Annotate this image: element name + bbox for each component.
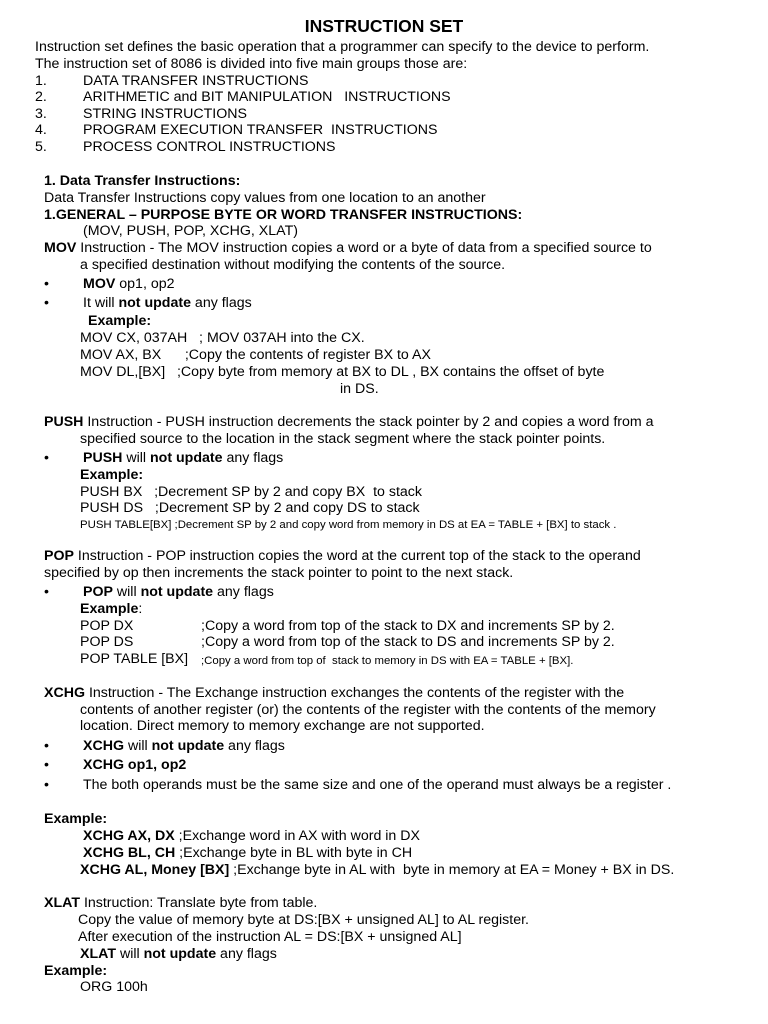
example-label: Example: (80, 601, 143, 617)
subsection-heading: 1.GENERAL – PURPOSE BYTE OR WORD TRANSFER INSTRUCTIONS: (44, 207, 523, 223)
instruction-list: (MOV, PUSH, POP, XCHG, XLAT) (83, 223, 298, 239)
code-op: POP DX (80, 618, 134, 634)
code-comment: ;Copy a word from top of stack to memory in DS with EA = TABLE + [BX]. (201, 655, 574, 667)
bullet-icon: • (44, 584, 49, 600)
xchg-description-cont: contents of another register (or) the contents of the register with the contents of the memory (80, 702, 656, 718)
push-keyword: PUSH (44, 414, 84, 430)
mov-keyword: MOV (44, 240, 77, 256)
pop-description: POP Instruction - POP instruction copies the word at the current top of the stack to the operand (44, 548, 641, 564)
code-line: XCHG AX, DX ;Exchange word in AX with word in DX (83, 828, 420, 844)
code-line: in DS. (340, 381, 379, 397)
group-item: ARITHMETIC and BIT MANIPULATION INSTRUCTIONS (83, 89, 451, 105)
xchg-syntax: XCHG op1, op2 (83, 757, 187, 773)
push-flags-note: PUSH will not update any flags (83, 450, 284, 466)
xchg-description-cont: location. Direct memory to memory exchange are not supported. (80, 718, 485, 734)
code-line: PUSH BX ;Decrement SP by 2 and copy BX to stack (80, 484, 422, 500)
bullet-icon: • (44, 450, 49, 466)
code-line: XCHG AL, Money [BX] ;Exchange byte in AL with byte in memory at EA = Money + BX in DS. (80, 862, 675, 878)
xchg-description: XCHG Instruction - The Exchange instruction exchanges the contents of the register with the (44, 685, 625, 701)
code-comment: ;Copy a word from top of the stack to DX and increments SP by 2. (201, 618, 615, 634)
code-line: MOV CX, 037AH ; MOV 037AH into the CX. (80, 330, 365, 346)
group-number: 1. (35, 73, 47, 89)
section-heading: 1. Data Transfer Instructions: (44, 173, 241, 189)
xlat-flags-note: XLAT will not update any flags (80, 946, 277, 962)
intro-line: Instruction set defines the basic operation that a programmer can specify to the device to perform. (35, 39, 650, 55)
group-item: PROGRAM EXECUTION TRANSFER INSTRUCTIONS (83, 122, 438, 138)
xchg-operand-note: The both operands must be the same size and one of the operand must always be a register . (83, 777, 672, 793)
xlat-line: Copy the value of memory byte at DS:[BX + unsigned AL] to AL register. (78, 912, 529, 928)
push-description: PUSH Instruction - PUSH instruction decrements the stack pointer by 2 and copies a word from a (44, 414, 654, 430)
example-label: Example: (44, 811, 108, 827)
page-title: INSTRUCTION SET (304, 16, 464, 36)
code-line: XCHG BL, CH ;Exchange byte in BL with byte in CH (83, 845, 413, 861)
section-description: Data Transfer Instructions copy values from one location to an another (44, 190, 486, 206)
mov-syntax: MOV op1, op2 (83, 276, 175, 292)
mov-flags-note: It will not update any flags (83, 295, 252, 311)
pop-description-cont: specified by op then increments the stack pointer to point to the next stack. (44, 565, 514, 581)
bullet-icon: • (44, 276, 49, 292)
code-comment: ;Copy a word from top of the stack to DS and increments SP by 2. (201, 634, 615, 650)
bullet-icon: • (44, 738, 49, 754)
xchg-keyword: XCHG (44, 685, 85, 701)
pop-keyword: POP (44, 548, 74, 564)
push-description-cont: specified source to the location in the stack segment where the stack pointer points. (80, 431, 606, 447)
xlat-keyword: XLAT (44, 895, 80, 911)
group-number: 2. (35, 89, 47, 105)
xlat-description: XLAT Instruction: Translate byte from table. (44, 895, 318, 911)
bullet-icon: • (44, 757, 49, 773)
xchg-flags-note: XCHG will not update any flags (83, 738, 285, 754)
code-line: MOV AX, BX ;Copy the contents of register BX to AX (80, 347, 431, 363)
code-line: MOV DL,[BX] ;Copy byte from memory at BX to DL , BX contains the offset of byte (80, 364, 605, 380)
example-label: Example: (44, 963, 108, 979)
code-line: PUSH TABLE[BX] ;Decrement SP by 2 and copy word from memory in DS at EA = TABLE + [BX] to stack . (80, 519, 617, 531)
mov-description-cont: a specified destination without modifying the contents of the source. (80, 257, 506, 273)
group-item: PROCESS CONTROL INSTRUCTIONS (83, 139, 336, 155)
bullet-icon: • (44, 295, 49, 311)
mov-description: MOV Instruction - The MOV instruction copies a word or a byte of data from a specified source to (44, 240, 652, 256)
group-item: DATA TRANSFER INSTRUCTIONS (83, 73, 309, 89)
example-label: Example: (88, 313, 152, 329)
example-label: Example: (80, 467, 144, 483)
pop-flags-note: POP will not update any flags (83, 584, 274, 600)
code-op: POP TABLE [BX] (80, 651, 189, 667)
group-number: 3. (35, 106, 47, 122)
intro-line: The instruction set of 8086 is divided into five main groups those are: (35, 56, 468, 72)
code-line: PUSH DS ;Decrement SP by 2 and copy DS to stack (80, 500, 420, 516)
group-number: 4. (35, 122, 47, 138)
xlat-line: After execution of the instruction AL = DS:[BX + unsigned AL] (78, 929, 462, 945)
code-line: ORG 100h (80, 979, 148, 995)
group-item: STRING INSTRUCTIONS (83, 106, 247, 122)
bullet-icon: • (44, 777, 49, 793)
group-number: 5. (35, 139, 47, 155)
code-op: POP DS (80, 634, 134, 650)
